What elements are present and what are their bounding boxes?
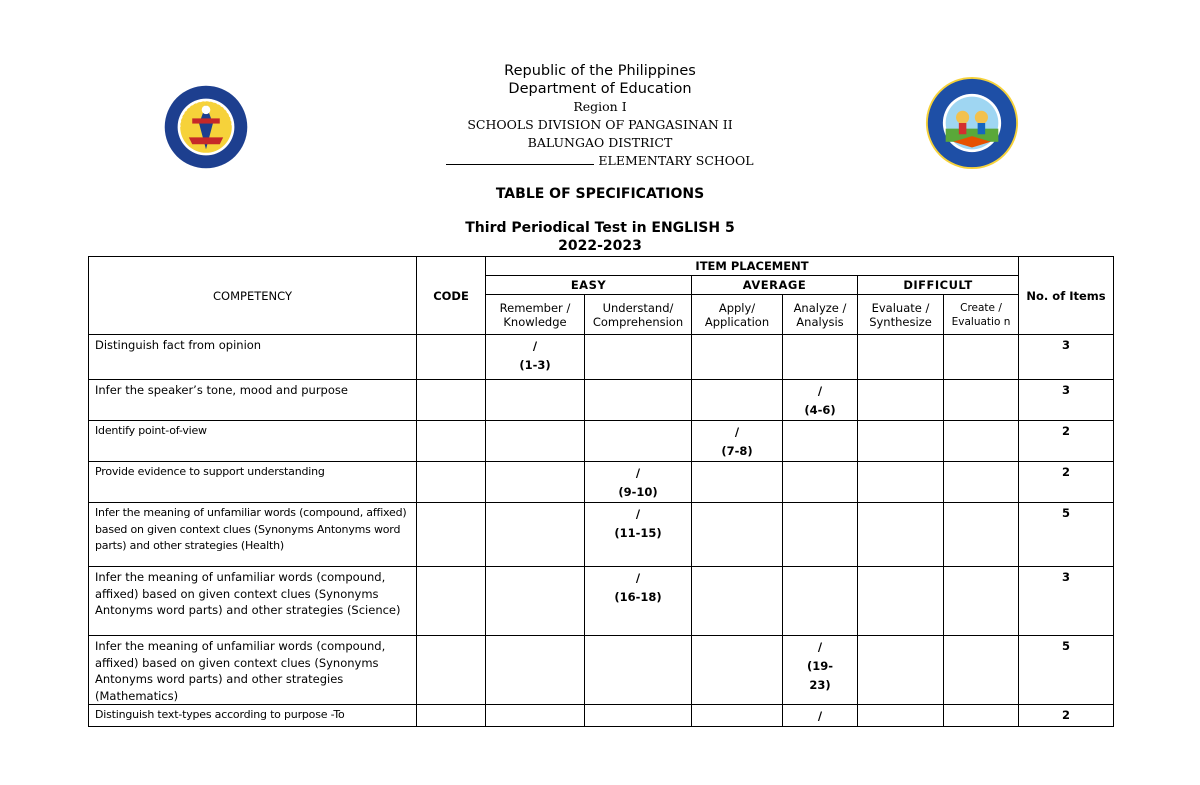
apply-header: Apply/ Application (692, 295, 783, 335)
competency-cell: Infer the speaker’s tone, mood and purpose (89, 380, 417, 421)
check-mark: / (635, 466, 641, 480)
school-year: 2022-2023 (558, 238, 642, 254)
remember-header: Remember / Knowledge (486, 295, 585, 335)
placement-cell (585, 503, 692, 567)
code-cell (417, 636, 486, 705)
placement-cell (486, 335, 585, 380)
table-row (89, 567, 1114, 636)
placement-cell (585, 462, 692, 503)
department-line: Department of Education (508, 81, 692, 97)
code-cell (417, 421, 486, 462)
competency-cell: Identify point-of-view (89, 421, 417, 462)
competency-cell: Provide evidence to support understanding (89, 462, 417, 503)
table-row (89, 636, 1114, 705)
code-cell (417, 567, 486, 636)
competency-cell: Distinguish fact from opinion (89, 335, 417, 380)
evaluate-header: Evaluate / Synthesize (858, 295, 944, 335)
placement-cell (585, 567, 692, 636)
code-header: CODE (417, 257, 486, 335)
difficult-header: DIFFICULT (858, 276, 1019, 295)
check-mark: / (817, 384, 823, 398)
items-count: 2 (1019, 421, 1114, 462)
items-count: 5 (1019, 503, 1114, 567)
division-line: SCHOOLS DIVISION OF PANGASINAN II (467, 117, 733, 132)
school-line (0, 152, 1200, 170)
item-range: (4-6) (804, 403, 836, 417)
placement-cell (783, 636, 858, 705)
code-cell (417, 335, 486, 380)
item-range: (7-8) (721, 444, 753, 458)
create-header: Create / Evaluatio n (944, 295, 1019, 335)
school-name-blank (446, 152, 594, 165)
item-range: (11-15) (614, 526, 662, 540)
code-cell (417, 380, 486, 421)
items-count: 2 (1019, 705, 1114, 727)
district-line: BALUNGAO DISTRICT (527, 135, 673, 150)
item-placement-header: ITEM PLACEMENT (486, 257, 1019, 276)
items-count: 3 (1019, 567, 1114, 636)
check-mark: / (817, 640, 823, 654)
test-title: Third Periodical Test in ENGLISH 5 (465, 220, 735, 236)
document-title: TABLE OF SPECIFICATIONS (495, 186, 705, 202)
analyze-header: Analyze / Analysis (783, 295, 858, 335)
item-range: (19- 23) (806, 659, 834, 692)
competency-cell: Infer the meaning of unfamiliar words (compound, affixed) based on given context clues (Synonyms Antonyms word parts) and other strategies (Mathematics) (89, 636, 417, 705)
competency-cell: Infer the meaning of unfamiliar words (compound, affixed) based on given context clues (Synonyms Antonyms word parts) and other strategies (Science) (89, 567, 417, 636)
table-row (89, 380, 1114, 421)
check-mark: / (734, 425, 740, 439)
item-range: (1-3) (519, 358, 551, 372)
republic-line: Republic of the Philippines (504, 63, 696, 79)
placement-cell (783, 705, 858, 727)
items-count: 3 (1019, 380, 1114, 421)
placement-cell (692, 421, 783, 462)
average-header: AVERAGE (692, 276, 858, 295)
item-range: (9-10) (618, 485, 658, 499)
check-mark: / (635, 571, 641, 585)
check-mark: / (817, 709, 823, 723)
specification-table (88, 256, 1114, 727)
no-items-header: No. of Items (1019, 257, 1114, 335)
competency-cell: Infer the meaning of unfamiliar words (compound, affixed) based on given context clues (Synonyms Antonyms word parts) and other strategies (Health) (89, 503, 417, 567)
code-cell (417, 462, 486, 503)
table-row (89, 462, 1114, 503)
check-mark: / (532, 339, 538, 353)
placement-cell (783, 380, 858, 421)
understand-header: Understand/ Comprehension (585, 295, 692, 335)
easy-header: EASY (486, 276, 692, 295)
table-row (89, 421, 1114, 462)
items-count: 2 (1019, 462, 1114, 503)
item-range: (16-18) (614, 590, 662, 604)
region-line: Region I (573, 99, 627, 114)
check-mark: / (635, 507, 641, 521)
competency-header: COMPETENCY (89, 257, 417, 335)
items-count: 3 (1019, 335, 1114, 380)
school-label: ELEMENTARY SCHOOL (598, 153, 754, 168)
code-cell (417, 503, 486, 567)
table-row (89, 503, 1114, 567)
competency-cell: Distinguish text-types according to purpose -To (89, 705, 417, 727)
letterhead (0, 62, 1200, 170)
table-row (89, 705, 1114, 727)
code-cell (417, 705, 486, 727)
table-row (89, 335, 1114, 380)
items-count: 5 (1019, 636, 1114, 705)
